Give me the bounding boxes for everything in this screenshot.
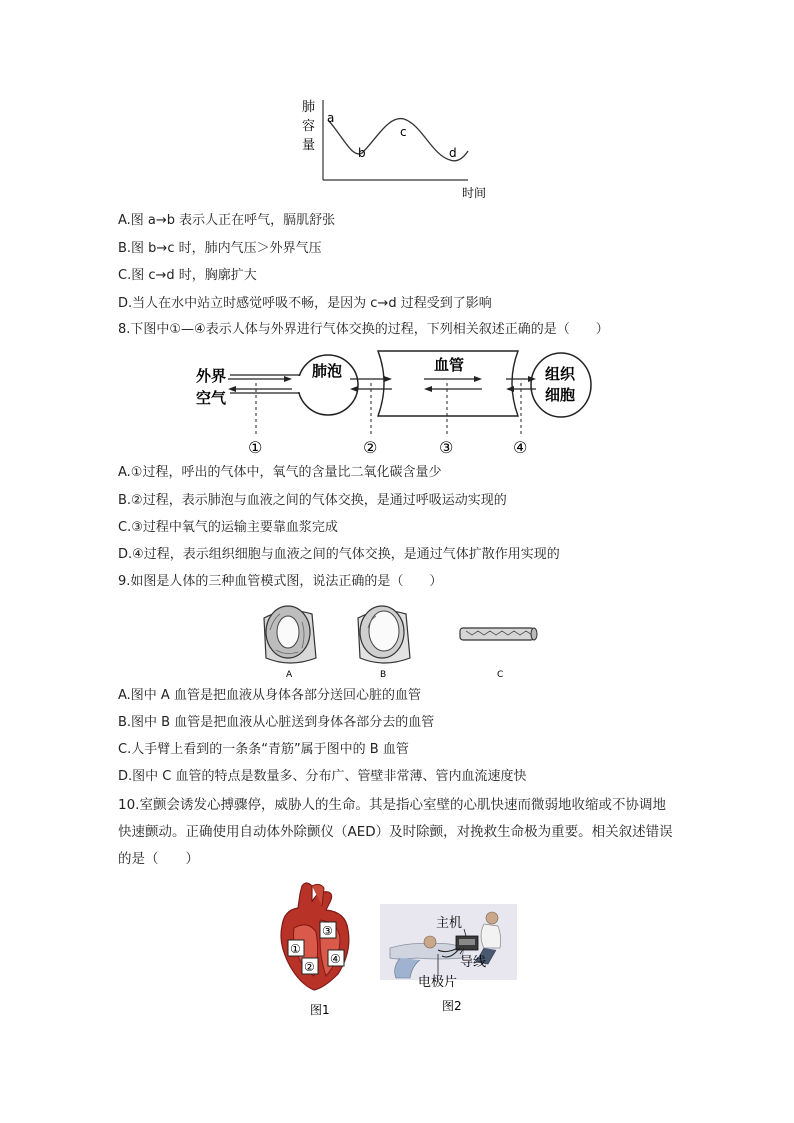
tissue-cell-label-2: 细胞 (545, 386, 576, 404)
q7-option-a: A.图 a→b 表示人正在呼气，膈肌舒张 (118, 213, 336, 228)
q7-option-b: B.图 b→c 时，肺内气压＞外界气压 (118, 241, 322, 256)
point-b-label: b (358, 146, 366, 160)
vessel-b (358, 606, 410, 663)
q8-option-d: D.④过程，表示组织细胞与血液之间的气体交换，是通过气体扩散作用实现的 (118, 547, 560, 562)
heart-marker-2: ② (304, 960, 315, 974)
vessel-c (460, 628, 537, 640)
heart-marker-4: ④ (330, 952, 341, 966)
gas-exchange-diagram (188, 343, 608, 461)
vessel-c-label: C (497, 670, 504, 680)
y-label-char-1: 肺 (302, 100, 316, 115)
y-label-char-2: 容 (302, 119, 316, 134)
q8-option-c: C.③过程中氧气的运输主要靠血浆完成 (118, 520, 338, 535)
exhale-arrow-head (228, 386, 236, 392)
fig2-caption: 图2 (442, 999, 462, 1012)
x-axis-label: 时间 (462, 186, 487, 200)
outside-air-label-2: 空气 (196, 389, 227, 407)
heart-marker-3: ③ (322, 924, 333, 938)
q8-stem: 8.下图中①—④表示人体与外界进行气体交换的过程，下列相关叙述正确的是（ ） (118, 322, 609, 337)
tissue-cell-ellipse (531, 353, 591, 417)
heart-marker-1: ① (290, 942, 301, 956)
volume-curve (328, 119, 468, 161)
fig1-caption: 图1 (310, 1003, 330, 1017)
alveolus-opening (292, 376, 306, 392)
marker-3: ③ (439, 438, 454, 457)
y-label-char-3: 量 (302, 138, 316, 153)
vessel-a (264, 606, 316, 663)
marker-1: ① (248, 438, 263, 457)
q10-stem: 10.室颤会诱发心搏骤停，威胁人的生命。其是指心室壁的心肌快速而微弱地收缩或不协调地快速颤动。正确使用自动体外除颤仪（AED）及时除颤，对挽救生命极为重要。相关叙述错误的是（ ） (118, 797, 673, 867)
q9-option-c: C.人手臂上看到的一条条“青筋”属于图中的 B 血管 (118, 742, 409, 757)
heart-illustration (281, 883, 349, 990)
point-d-label: d (449, 146, 457, 160)
aed-wire-label: 导线 (460, 955, 487, 970)
vessel-b-label: B (380, 670, 387, 680)
marker-2: ② (363, 438, 378, 457)
point-a-label: a (327, 111, 335, 125)
aed-figure (380, 902, 520, 1012)
q8-option-b: B.②过程，表示肺泡与血液之间的气体交换，是通过呼吸运动实现的 (118, 493, 507, 508)
q9-option-a: A.图中 A 血管是把血液从身体各部分送回心脏的血管 (118, 688, 421, 703)
vessel-label: 血管 (434, 356, 465, 374)
outside-air-label-1: 外界 (196, 367, 227, 385)
marker-4: ④ (513, 438, 528, 457)
alveolus-label: 肺泡 (312, 362, 343, 380)
q8-option-a: A.①过程，呼出的气体中，氧气的含量比二氧化碳含量少 (118, 465, 442, 480)
point-c-label: c (400, 125, 407, 139)
aed-host-label: 主机 (436, 916, 463, 931)
blood-vessel-models (250, 600, 550, 682)
aed-electrode-label: 电极片 (418, 975, 458, 990)
lung-volume-graph (290, 95, 510, 205)
q9-option-b: B.图中 B 血管是把血液从心脏送到身体各部分去的血管 (118, 715, 435, 730)
tissue-cell-label-1: 组织 (545, 365, 576, 383)
q9-option-d: D.图中 C 血管的特点是数量多、分布广、管壁非常薄、管内血流速度快 (118, 769, 527, 784)
q9-stem: 9.如图是人体的三种血管模式图，说法正确的是（ ） (118, 574, 443, 589)
inhale-arrow-head (284, 376, 292, 382)
vessel-a-label: A (286, 670, 293, 680)
heart-figure (268, 880, 368, 1020)
q7-option-c: C.图 c→d 时，胸廓扩大 (118, 268, 257, 283)
q7-option-d: D.当人在水中站立时感觉呼吸不畅，是因为 c→d 过程受到了影响 (118, 296, 492, 311)
